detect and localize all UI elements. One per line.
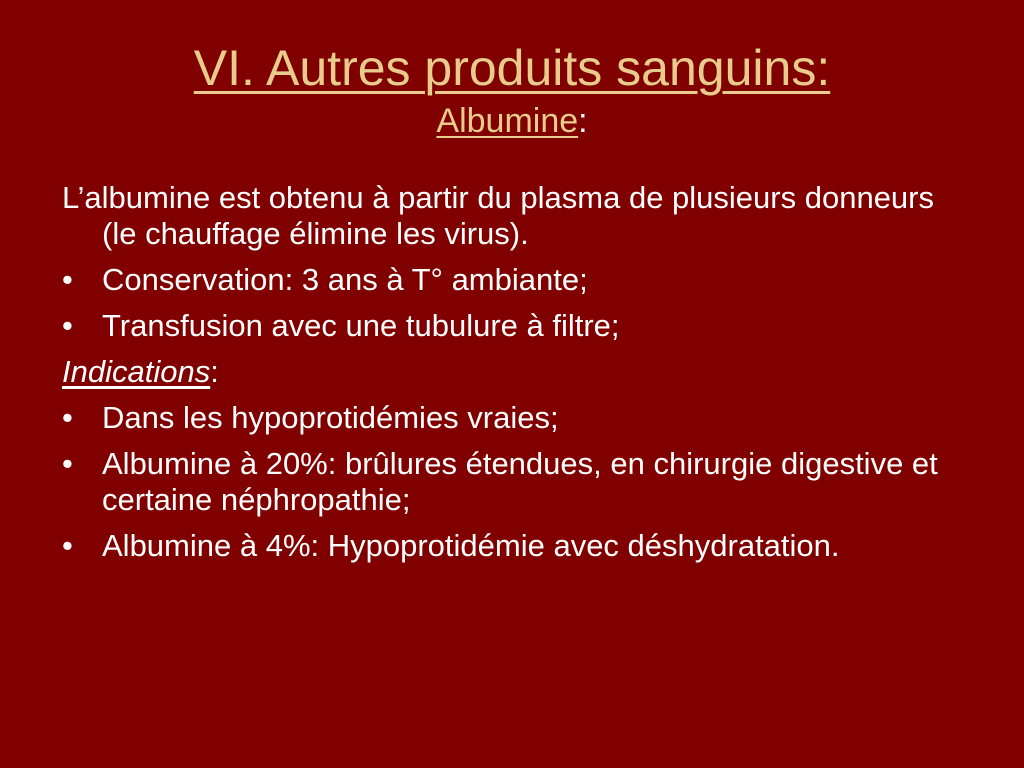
bullet-text: Dans les hypoprotidémies vraies; bbox=[102, 400, 559, 435]
bullet-marker: • bbox=[62, 528, 73, 563]
bullet-text: Transfusion avec une tubulure à filtre; bbox=[102, 308, 620, 343]
intro-paragraph: L’albumine est obtenu à partir du plasma de plusieurs donneurs (le chauffage élimine les virus). bbox=[62, 180, 934, 251]
bullet-item bbox=[62, 446, 962, 518]
indications-label: Indications bbox=[62, 354, 211, 389]
bullet-text: Albumine à 4%: Hypoprotidémie avec déshydratation. bbox=[102, 528, 840, 563]
subtitle-colon: : bbox=[578, 102, 588, 140]
bullet-marker: • bbox=[62, 308, 73, 343]
bullet-item bbox=[62, 528, 962, 564]
indications-colon: : bbox=[210, 354, 219, 389]
indications-heading bbox=[62, 354, 962, 390]
slide-header bbox=[0, 38, 1024, 142]
bullet-marker: • bbox=[62, 262, 73, 297]
slide-subtitle: Albumine bbox=[436, 102, 579, 140]
bullet-item bbox=[62, 308, 962, 344]
bullet-text: Conservation: 3 ans à T° ambiante; bbox=[102, 262, 588, 297]
bullet-marker: • bbox=[62, 446, 73, 481]
bullet-item bbox=[62, 400, 962, 436]
slide-title: VI. Autres produits sanguins: bbox=[193, 40, 831, 96]
bullet-item bbox=[62, 262, 962, 298]
bullet-text: Albumine à 20%: brûlures étendues, en chirurgie digestive et certaine néphropathie; bbox=[102, 446, 938, 517]
subtitle-line bbox=[0, 100, 1024, 142]
bullet-marker: • bbox=[62, 400, 73, 435]
slide-body bbox=[62, 180, 962, 574]
